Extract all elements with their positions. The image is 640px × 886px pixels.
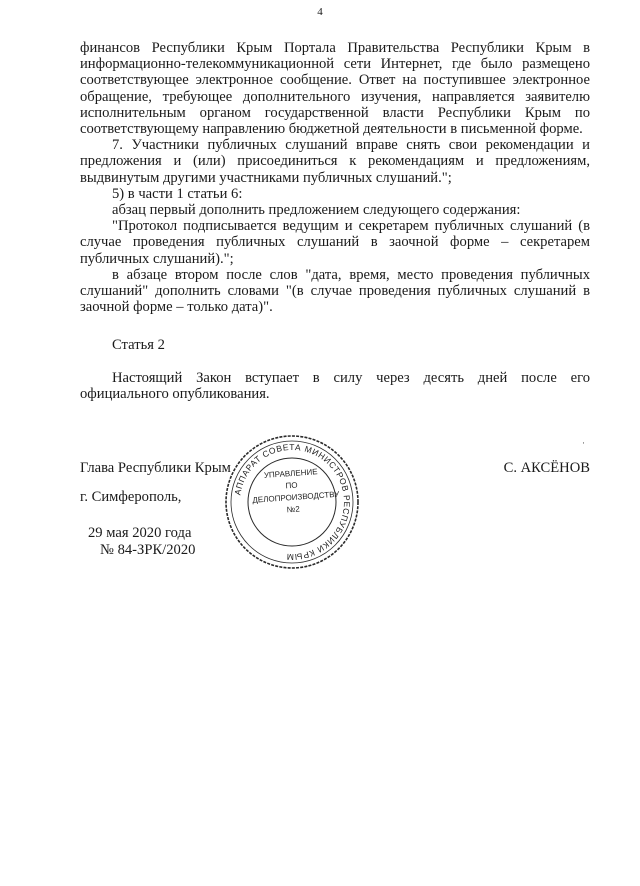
- page-number: 4: [317, 6, 323, 18]
- article-heading: Статья 2: [112, 337, 165, 354]
- official-seal-stamp: [222, 432, 362, 572]
- paragraph-5: "Протокол подписывается ведущим и секретарем публичных слушаний (в случае проведения публичных слушаний в заочной форме – секретарем публичных слушаний).";: [80, 218, 590, 267]
- paragraph-4: абзац первый дополнить предложением следующего содержания:: [112, 202, 521, 219]
- law-number: № 84-ЗРК/2020: [100, 542, 196, 558]
- signing-city: г. Симферополь,: [80, 489, 182, 505]
- paragraph-3: 5) в части 1 статьи 6:: [112, 185, 243, 202]
- paragraph-7: Настоящий Закон вступает в силу через десять дней после его официального опубликования.: [80, 369, 590, 402]
- seal-inner-text: УПРАВЛЕНИЕ ПО ДЕЛОПРОИЗВОДСТВУ №2: [252, 467, 340, 515]
- scan-artifact-dot: ·: [582, 438, 585, 448]
- document-body: [80, 40, 590, 402]
- paragraph-6: в абзаце втором после слов "дата, время, место проведения публичных слушаний" дополнить словами "(в случае проведения публичных слушаний в заочной форме – только дата)".: [80, 266, 590, 316]
- seal-ring-text: АППАРАТ СОВЕТА МИНИСТРОВ РЕСПУБЛИКИ КРЫМ: [232, 441, 353, 563]
- signatory-title: Глава Республики Крым: [80, 460, 231, 476]
- signing-date: 29 мая 2020 года: [88, 525, 192, 541]
- signatory-name: С. АКСЁНОВ: [503, 460, 590, 476]
- paragraph-1: финансов Республики Крым Портала Правительства Республики Крым в информационно-телекоммуникационной сети Интернет, где было размещено соответствующее электронное сообщение. Ответ на поступившее электронное обращение, требующее дополнительного изучения, направляется заявителю исполнительным органом государственной власти Республики Крым по соответствующему направлению бюджетной деятельности в письменной форме.: [80, 40, 590, 138]
- paragraph-2: 7. Участники публичных слушаний вправе снять свои рекомендации и предложения и (или) присоединиться к рекомендациям и предложениям, выдвинутым другими участниками публичных слушаний.";: [80, 137, 590, 186]
